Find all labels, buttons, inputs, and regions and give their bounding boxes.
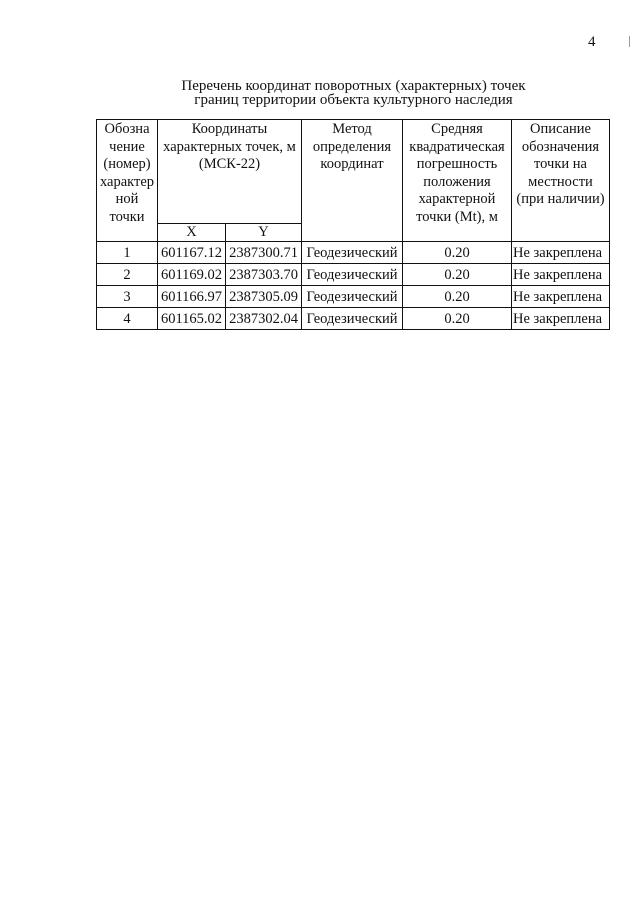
header-description-line: Описание — [530, 121, 591, 137]
header-designation-line: ной — [115, 191, 139, 208]
cell-point-number: 3 — [97, 286, 158, 308]
cell-x: 601169.02 — [158, 264, 226, 286]
cell-method: Геодезический — [302, 264, 403, 286]
header-row — [97, 120, 610, 224]
header-designation — [97, 120, 158, 242]
header-description — [512, 120, 610, 242]
cell-y: 2387303.70 — [226, 264, 302, 286]
table-row — [97, 286, 610, 308]
header-y: Y — [226, 224, 302, 242]
header-designation-line: характер — [99, 173, 155, 190]
cell-error: 0.20 — [403, 264, 512, 286]
coordinates-table — [96, 119, 610, 330]
header-coordinates-line: (МСК-22) — [198, 156, 261, 173]
page-number: 4 — [588, 34, 596, 50]
cell-x: 601166.97 — [158, 286, 226, 308]
cell-description: Не закреплена — [512, 286, 610, 308]
header-error — [403, 120, 512, 242]
table-row — [97, 264, 610, 286]
cell-error: 0.20 — [403, 286, 512, 308]
header-error-line: положения — [423, 173, 491, 190]
header-description-line: точки на — [534, 156, 587, 173]
header-coordinates-line: характерных точек, м — [163, 138, 296, 155]
document-title — [97, 79, 610, 107]
cell-description: Не закреплена — [512, 264, 610, 286]
cell-point-number: 1 — [97, 242, 158, 264]
cell-y: 2387302.04 — [226, 308, 302, 330]
cell-x: 601167.12 — [158, 242, 226, 264]
header-error-line: квадратическая — [409, 138, 505, 155]
title-line-2: границ территории объекта культурного наследия — [194, 92, 513, 108]
header-method-line: определения — [312, 138, 392, 155]
cell-method: Геодезический — [302, 242, 403, 264]
header-method-line: Метод — [332, 121, 372, 137]
cell-point-number: 2 — [97, 264, 158, 286]
cell-point-number: 4 — [97, 308, 158, 330]
header-error-line: погрешность — [416, 156, 498, 173]
header-coordinates — [158, 120, 302, 224]
header-description-line: обозначения — [521, 138, 600, 155]
cell-y: 2387305.09 — [226, 286, 302, 308]
header-designation-line: Обозна — [104, 121, 150, 137]
title-line-1: Перечень координат поворотных (характерных) точек — [181, 78, 526, 94]
edge-mark — [629, 36, 630, 47]
header-designation-line: (номер) — [103, 156, 151, 173]
cell-error: 0.20 — [403, 308, 512, 330]
cell-method: Геодезический — [302, 286, 403, 308]
header-error-line: характерной — [418, 191, 496, 208]
header-error-line: точки (Mt), м — [416, 208, 498, 225]
header-coordinates-line: Координаты — [191, 121, 268, 137]
header-method — [302, 120, 403, 242]
header-designation-line: точки — [109, 208, 145, 225]
header-description-line: (при наличии) — [516, 191, 605, 208]
cell-error: 0.20 — [403, 242, 512, 264]
cell-y: 2387300.71 — [226, 242, 302, 264]
table-row — [97, 242, 610, 264]
header-x: X — [158, 224, 226, 242]
cell-x: 601165.02 — [158, 308, 226, 330]
table-row — [97, 308, 610, 330]
header-method-line: координат — [320, 156, 384, 173]
header-description-line: местности — [528, 173, 593, 190]
cell-description: Не закреплена — [512, 242, 610, 264]
header-designation-line: чение — [109, 138, 145, 155]
cell-description: Не закреплена — [512, 308, 610, 330]
header-error-line: Средняя — [431, 121, 483, 137]
cell-method: Геодезический — [302, 308, 403, 330]
